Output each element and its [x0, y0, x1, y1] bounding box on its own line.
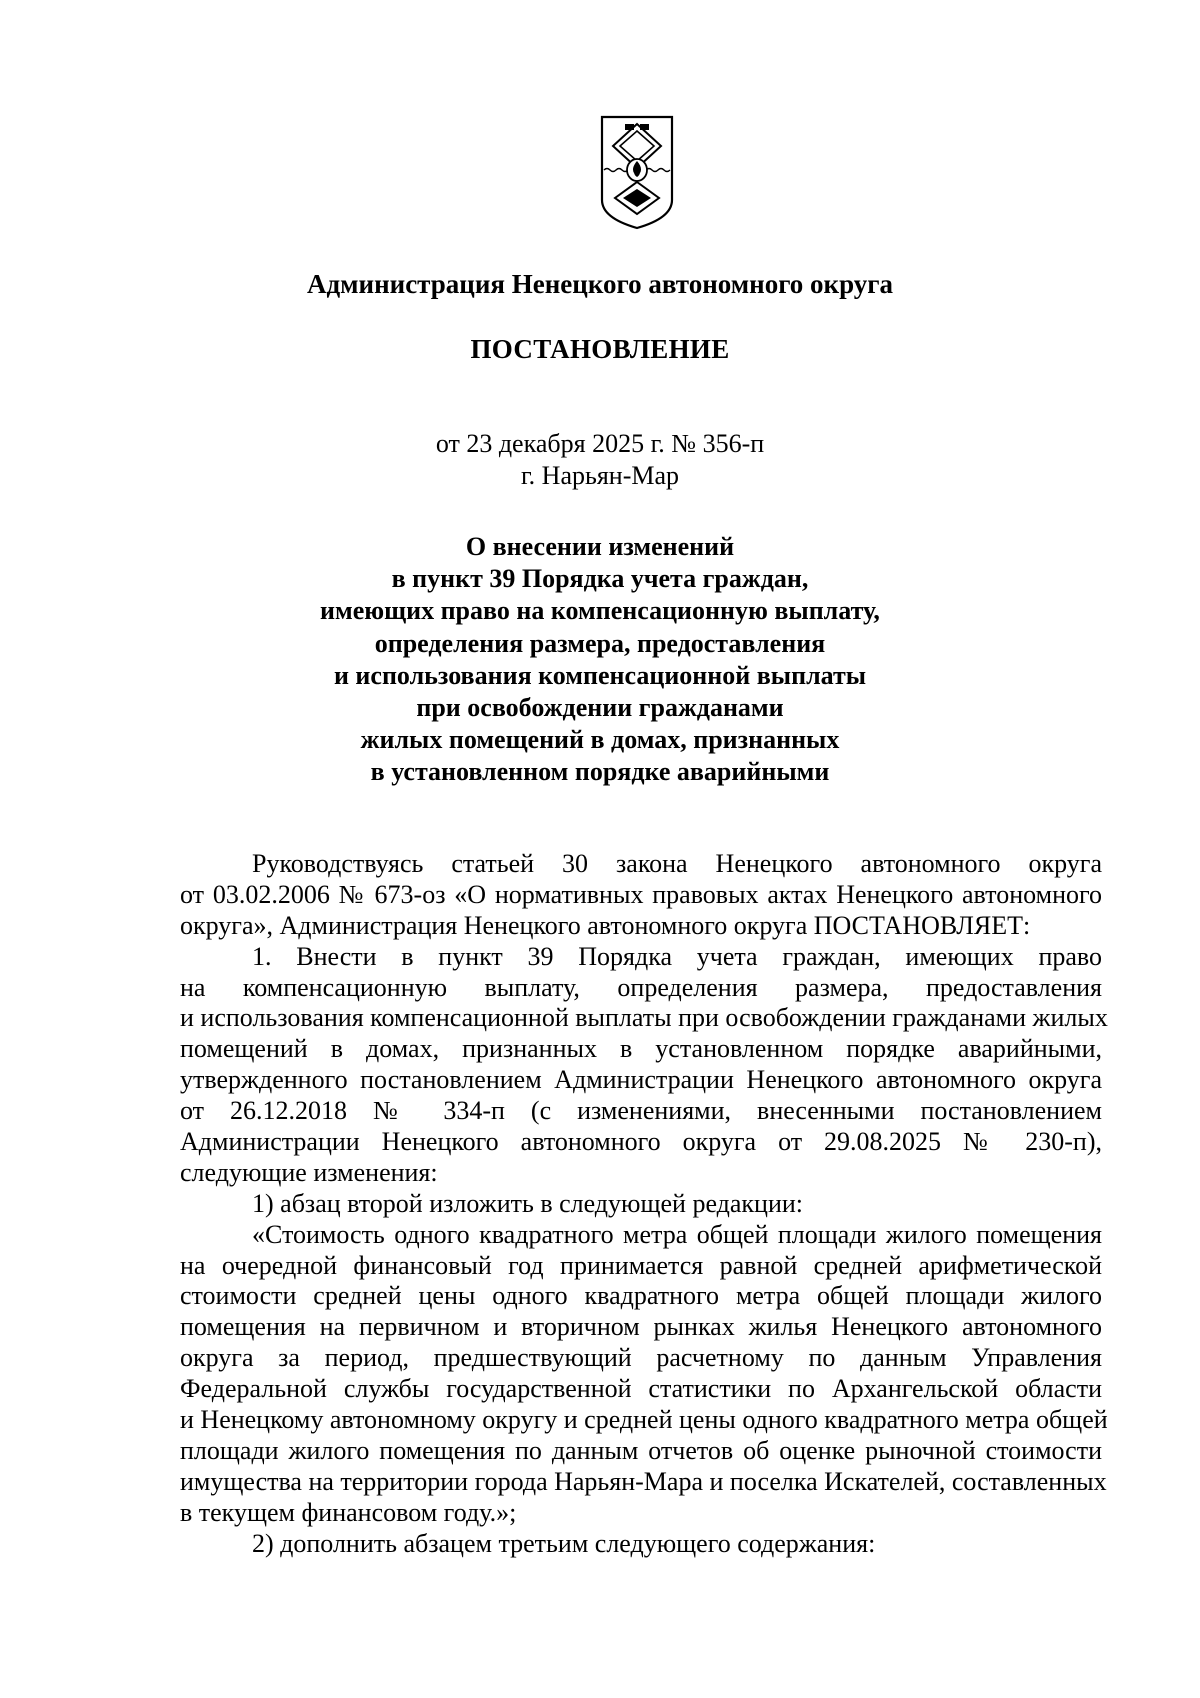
body-line: имущества на территории города Нарьян-Мара и поселка Искателей, составленных [180, 1466, 1107, 1496]
body-line: 2) дополнить абзацем третьим следующего содержания: [252, 1528, 876, 1558]
body-line: «Стоимость одного квадратного метра общей площади жилого помещения [252, 1219, 1102, 1249]
title-line: определения размера, предоставления [374, 628, 826, 658]
city: г. Нарьян-Мар [520, 461, 680, 490]
document-meta [0, 428, 1200, 492]
body-line: округа за период, предшествующий расчетному по данным Управления [180, 1343, 1102, 1373]
title-line: в установленном порядке аварийными [370, 757, 830, 787]
title-line: имеющих право на компенсационную выплату, [320, 596, 880, 626]
body-line: Администрации Ненецкого автономного округа от 29.08.2025 № 230-п), [180, 1127, 1102, 1157]
body-line: от 03.02.2006 № 673-оз «О нормативных правовых актах Ненецкого автономного [180, 879, 1102, 909]
date-and-number: от 23 декабря 2025 г. № 356-п [435, 429, 765, 458]
title-line: при освобождении гражданами [416, 692, 784, 722]
document-type: ПОСТАНОВЛЕНИЕ [470, 334, 730, 364]
body-line: 1) абзац второй изложить в следующей редакции: [252, 1188, 804, 1218]
body-line: помещения на первичном и вторичном рынках жилья Ненецкого автономного [180, 1312, 1102, 1342]
coat-of-arms-icon [599, 114, 675, 232]
body-line: помещений в домах, признанных в установленном порядке аварийными, [180, 1034, 1102, 1064]
body-line: стоимости средней цены одного квадратного метра общей площади жилого [180, 1281, 1102, 1311]
body-line: округа», Администрация Ненецкого автономного округа ПОСТАНОВЛЯЕТ: [180, 910, 1031, 940]
document-title [0, 531, 1200, 789]
body-line: 1. Внести в пункт 39 Порядка учета граждан, имеющих право [252, 941, 1102, 971]
body-line: Федеральной службы государственной статистики по Архангельской области [180, 1374, 1102, 1404]
body-line: и использования компенсационной выплаты при освобождении гражданами жилых [180, 1003, 1108, 1033]
body-line: Руководствуясь статьей 30 закона Ненецкого автономного округа [252, 849, 1102, 878]
body-line: в текущем финансовом году.»; [180, 1497, 517, 1527]
title-line: О внесении изменений [465, 532, 735, 561]
body-line: площади жилого помещения по данным отчетов об оценке рыночной стоимости [180, 1435, 1102, 1465]
title-line: и использования компенсационной выплаты [333, 660, 867, 690]
body-line: и Ненецкому автономному округу и средней цены одного квадратного метра общей [180, 1405, 1108, 1435]
body-line: от 26.12.2018 № 334-п (с изменениями, внесенными постановлением [180, 1096, 1102, 1126]
body-line: на очередной финансовый год принимается равной средней арифметической [180, 1250, 1102, 1280]
body-line: на компенсационную выплату, определения размера, предоставления [180, 972, 1102, 1002]
document-body [180, 849, 1108, 1559]
title-line: жилых помещений в домах, признанных [360, 725, 840, 755]
organization-name: Администрация Ненецкого автономного округа [306, 269, 894, 299]
body-line: следующие изменения: [180, 1157, 438, 1187]
title-line: в пункт 39 Порядка учета граждан, [391, 564, 809, 594]
body-line: утвержденного постановлением Администрации Ненецкого автономного округа [180, 1065, 1102, 1095]
